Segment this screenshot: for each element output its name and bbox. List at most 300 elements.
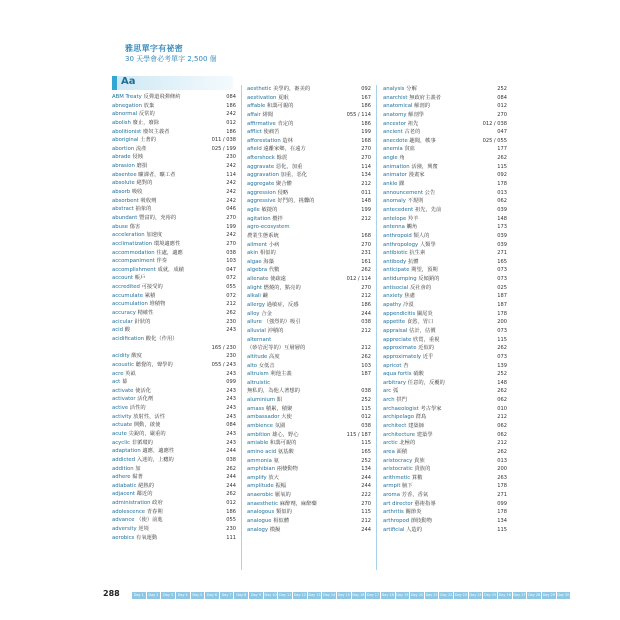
page-ref: 025 / 055 [482,137,507,144]
index-entry [112,404,236,413]
entry-text [112,162,147,171]
day-tab: Day 15 [337,593,350,597]
day-tab: Day 7 [221,593,232,597]
page-ref: 062 [497,198,507,205]
definition: 使疏遠 [270,276,286,283]
definition: 合金 [261,310,272,317]
entry-text [247,362,275,371]
entry-text [247,318,301,327]
definition: 麻醉劑，麻醉藥 [279,500,317,507]
headword: antibody [383,258,407,265]
index-entry [383,128,507,137]
definition: 傷害 [129,223,141,230]
definition: 冷漠 [403,302,414,309]
entry-text [383,500,436,509]
definition: 絕熱的 [138,482,154,489]
page-ref: 212 [361,518,371,525]
index-entry [112,413,236,422]
entry-text [247,154,287,163]
definition: 絕對的 [136,180,153,187]
headword: algebra [247,267,268,274]
headword: abortion [112,145,135,152]
day-tab-bar [132,592,570,599]
entry-text [247,491,291,500]
definition: 適應，適應性 [142,448,175,455]
page-ref: 243 [226,430,236,437]
entry-text [383,232,429,241]
index-entry [247,327,371,336]
entry-text [383,318,433,327]
page-ref: 242 [226,180,236,187]
headword: abnegation [112,102,142,109]
definition: 青春期 [146,508,163,515]
definition: 使活化 [135,387,152,394]
definition: 加重，惡化 [280,172,308,179]
entry-text [383,508,421,517]
page-ref: 243 [226,439,236,446]
page-ref: 222 [361,492,371,499]
page-ref: 186 [361,302,371,309]
definition: 鹼 [262,293,268,300]
entry-text [112,395,153,404]
entry-text [247,223,289,232]
day-tab: Day 8 [236,593,247,597]
headword: abuse [112,223,128,230]
headword: acoustic [112,361,134,368]
entry-text [247,145,306,154]
entry-text [247,500,317,509]
definition: 反社會的 [409,284,432,291]
index-entry [383,266,507,275]
definition: 任意的，反覆的 [407,379,445,386]
page-ref: 242 [226,197,236,204]
entry-text [112,439,153,448]
headword: amplify [247,474,267,481]
headword: activate [112,387,134,394]
page-ref: 055 / 114 [346,111,371,118]
day-tab: Day 28 [528,593,541,597]
entry-text [112,171,175,180]
headword: ABM Treaty [112,94,142,100]
headword: acute [112,430,127,437]
headword: accompaniment [112,258,155,265]
entry-text [383,405,442,414]
index-column-2 [247,85,371,534]
day-tab: Day 13 [308,593,321,597]
page-ref: 243 [226,405,236,412]
day-tab: Day 14 [323,593,336,597]
page-ref: 230 [226,526,236,533]
page-ref: 134 [361,466,371,473]
index-entry [383,448,507,457]
headword: amino acid [247,448,277,455]
entry-text [247,327,283,336]
definition: 逆境 [138,526,149,533]
page-ref: 262 [497,388,507,395]
page-ref: 168 [361,232,371,239]
index-entry [247,154,371,163]
headword: anecdote [383,137,408,144]
page-ref: 262 [497,448,507,455]
entry-text [112,153,143,162]
definition: 反傾銷的 [418,276,440,283]
headword: announcement [383,189,423,196]
entry-text [383,465,430,474]
index-entry [383,223,507,232]
definition: （強烈的）吸引 [263,319,301,326]
index-entry [383,508,507,517]
page-ref: 103 [361,362,371,369]
page-ref: 199 [361,129,371,136]
definition: 住處，適應 [156,249,183,256]
page-ref: 199 [226,223,236,230]
day-tab: Day 20 [410,593,424,597]
book-title: 雅思單字有祕密 [125,44,184,53]
index-entry [112,128,236,137]
definition: 氨 [273,457,279,464]
page-ref: 012 [226,500,236,507]
index-entry [383,241,507,250]
headword: affable [247,103,266,110]
entry-text [247,310,272,319]
headword: adversity [112,526,137,533]
definition: 帳戶 [134,275,146,282]
headword: abundant [112,214,138,221]
page-ref: 025 / 199 [211,145,236,152]
page-ref: 114 [361,163,371,170]
definition: 尖銳的，嚴重的 [128,430,166,437]
entry-text [112,136,156,145]
headword: ammonia [247,457,272,464]
headword: aristocratic [383,466,413,473]
definition: 兩棲動物 [276,466,298,473]
entry-text [247,396,282,405]
definition: 考古學家 [420,405,442,412]
index-entry [247,120,371,129]
definition: 類人的 [413,232,430,239]
definition: 厭氧的 [274,492,291,499]
definition: 算數 [411,474,423,481]
page-ref: 072 [226,292,236,299]
index-entry [112,456,236,465]
entry-text [383,362,409,371]
entry-text [383,102,430,111]
definition: 入迷的，上癮的 [136,456,174,463]
entry-text [112,309,154,318]
index-entry [383,301,507,310]
definition: 抗體 [407,258,419,265]
definition: 流產 [135,145,147,152]
index-entry [247,508,371,517]
index-entry [112,473,236,482]
headword: aggregate [247,181,275,188]
page-ref: 073 [497,267,507,274]
definition: 期望，預期 [411,267,438,274]
headword: aesthetic [247,86,272,92]
definition: 活性的 [129,405,146,412]
definition: 振幅 [275,483,287,490]
index-entry [112,214,236,223]
index-entry [247,387,371,396]
index-entry [247,362,371,371]
definition: 貴族的 [414,466,431,473]
definition: 無政府主義者 [409,94,441,101]
page-ref: 270 [497,111,507,118]
definition: 磨損 [136,163,148,170]
entry-text [247,353,280,362]
index-entry [247,137,371,146]
index-entry [247,301,371,310]
page-ref: 047 [226,266,236,273]
definition: 土著的 [140,137,157,144]
index-entry [112,482,236,491]
headword: antibiotic [383,250,408,257]
entry-text [112,465,141,474]
index-entry [247,439,371,448]
definition: 活化劑 [137,396,154,403]
headword: addition [112,465,134,472]
page-ref: 012 / 038 [482,120,507,127]
entry-text [383,284,431,293]
headword: artificial [383,526,405,533]
entry-text [112,93,181,102]
definition: 曠課者，曠工者 [138,171,176,178]
page-ref: 168 [361,137,371,144]
definition: 肯定的 [277,120,294,127]
definition: 趣聞，軼事 [409,137,436,144]
definition: 弧 [392,388,399,395]
index-entry [247,163,371,172]
definition: 好鬥的，挑釁的 [277,198,315,205]
index-entry [247,197,371,206]
page-ref: 013 [497,457,507,464]
page-ref: 230 [226,318,236,325]
page-ref: 062 [497,431,507,438]
page-ref: 165 [497,258,507,265]
headword: accumulate [112,292,143,299]
definition: 解剖的 [414,103,431,110]
page-ref: 212 [361,327,371,334]
index-column-3 [383,85,507,534]
headword: altruistic [247,379,271,386]
index-entry [112,266,236,275]
definition: 羚羊 [407,215,419,222]
headword: abrade [112,154,131,161]
day-tab: Day 30 [557,593,570,597]
index-entry [112,309,236,318]
headword: allure [247,319,262,326]
entry-text [247,120,293,129]
headword: addicted [112,456,136,463]
headword: alto [247,362,258,369]
definition: 和藹可親的 [266,103,294,110]
headword: anxiety [383,293,403,300]
definition: 遠離家鄉，在遠方 [263,146,306,153]
headword: afield [247,146,262,153]
definition: 角 [399,155,405,162]
entry-text [383,491,428,500]
page-ref: 212 [361,181,371,188]
definition: 攪拌 [272,215,283,222]
definition: 可接受的 [141,284,163,291]
entry-text [112,508,163,517]
entry-text [383,448,407,457]
headword: appreciate [383,336,412,343]
index-entry [112,197,236,206]
definition: 精確性 [137,310,154,317]
page-ref: 262 [226,491,236,498]
day-tab: Day 16 [352,593,365,597]
definition: 杏 [403,362,409,369]
index-entry [383,102,507,111]
page-ref: 212 [497,414,507,421]
entry-text [112,525,149,534]
entry-text [247,189,288,198]
definition: 累積 [144,292,156,299]
headword: afflict [247,129,262,136]
index-entry [247,310,371,319]
entry-text [112,205,151,214]
headword: arbitrary [383,379,407,386]
entry-text [383,310,433,319]
definition: 餘震 [276,155,288,162]
definition: 古老的 [404,129,421,136]
headword: approximate [383,345,417,352]
entry-text [247,336,271,345]
index-entry [112,439,236,448]
index-entry [247,482,371,491]
definition: 聚合體 [275,181,292,188]
index-entry [383,189,507,198]
headword: amplitude [247,483,274,490]
page-ref: 270 [361,146,371,153]
definition: 活潑，興奮 [411,163,438,170]
page-ref: 055 [226,517,236,524]
index-entry [112,499,236,508]
entry-text [247,284,301,293]
day-tab: Day 10 [264,593,277,597]
entry-text [112,110,155,119]
page-ref: 270 [226,240,236,247]
headword: alloy [247,310,260,317]
index-entry [247,111,371,120]
entry-text [247,180,292,189]
entry-text [112,214,176,223]
definition: 堆積物 [149,301,166,308]
headword: antelope [383,215,407,222]
headword: aggravation [247,172,279,179]
headword: anomaly [383,198,406,205]
entry-text [383,327,436,336]
entry-text [247,448,294,457]
page-ref: 242 [226,232,236,239]
day-tab: Day 17 [367,593,380,597]
entry-text [247,387,300,396]
index-entry [383,197,507,206]
entry-text [247,249,276,258]
headword: activator [112,396,136,403]
definition: 積累，積聚 [265,405,293,412]
headword: aluminium [247,397,276,404]
page-ref: 038 [226,456,236,463]
headword: acid [112,327,123,334]
page-ref: 010 [497,405,507,412]
page-ref: 243 [226,387,236,394]
page-ref: 186 [226,128,236,135]
headword: aggression [247,189,276,196]
headword: antecedent [383,206,414,213]
entry-text [112,119,159,128]
index-entry [247,413,371,422]
index-entry [247,336,371,345]
entry-text [112,361,173,370]
entry-text [247,465,298,474]
index-entry [247,491,371,500]
index-entry [383,145,507,154]
index-entry [383,396,507,405]
entry-text [247,474,279,483]
headword: adhere [112,474,131,481]
day-tab: Day 21 [425,593,438,597]
definition: 大使 [281,414,292,421]
entry-text [383,457,425,466]
page-ref: 199 [361,206,371,213]
definition: 貧血 [404,146,416,153]
headword: algae [247,258,262,265]
entry-text [112,370,136,379]
page-ref: 115 [497,526,507,533]
page-ref: 212 [361,215,371,222]
headword: arch [383,397,395,404]
page-ref: 212 [497,440,507,447]
entry-text [383,154,405,163]
index-entry [112,292,236,301]
index-entry [112,490,236,499]
index-entry [383,275,507,284]
entry-text [383,336,439,345]
index-entry [112,395,236,404]
index-entry [383,284,507,293]
headword: amass [247,405,265,412]
page-ref: 011 [361,189,371,196]
entry-text [112,499,163,508]
definition: 加速度 [146,232,163,239]
headword: architect [383,422,407,429]
entry-text [383,517,432,526]
index-entry [247,370,371,379]
page-ref: 243 [226,327,236,334]
definition: 硝酸 [413,371,424,378]
index-entry [383,387,507,396]
entry-text [383,249,425,258]
entry-text [383,301,414,310]
index-entry [247,215,371,224]
day-tab: Day 26 [498,593,511,597]
index-entry [247,232,371,241]
headword: appetite [383,319,406,326]
page-ref: 073 [497,276,507,283]
entry-text [112,413,165,422]
headword: altruism [247,371,269,378]
headword: arctic [383,440,398,447]
definition: 反常的 [138,111,155,118]
entry-text [383,292,415,301]
index-entry [383,111,507,120]
definition: 解剖學 [408,111,425,118]
entry-text [112,447,174,456]
entry-text [383,482,413,491]
page-ref: 161 [361,258,371,265]
